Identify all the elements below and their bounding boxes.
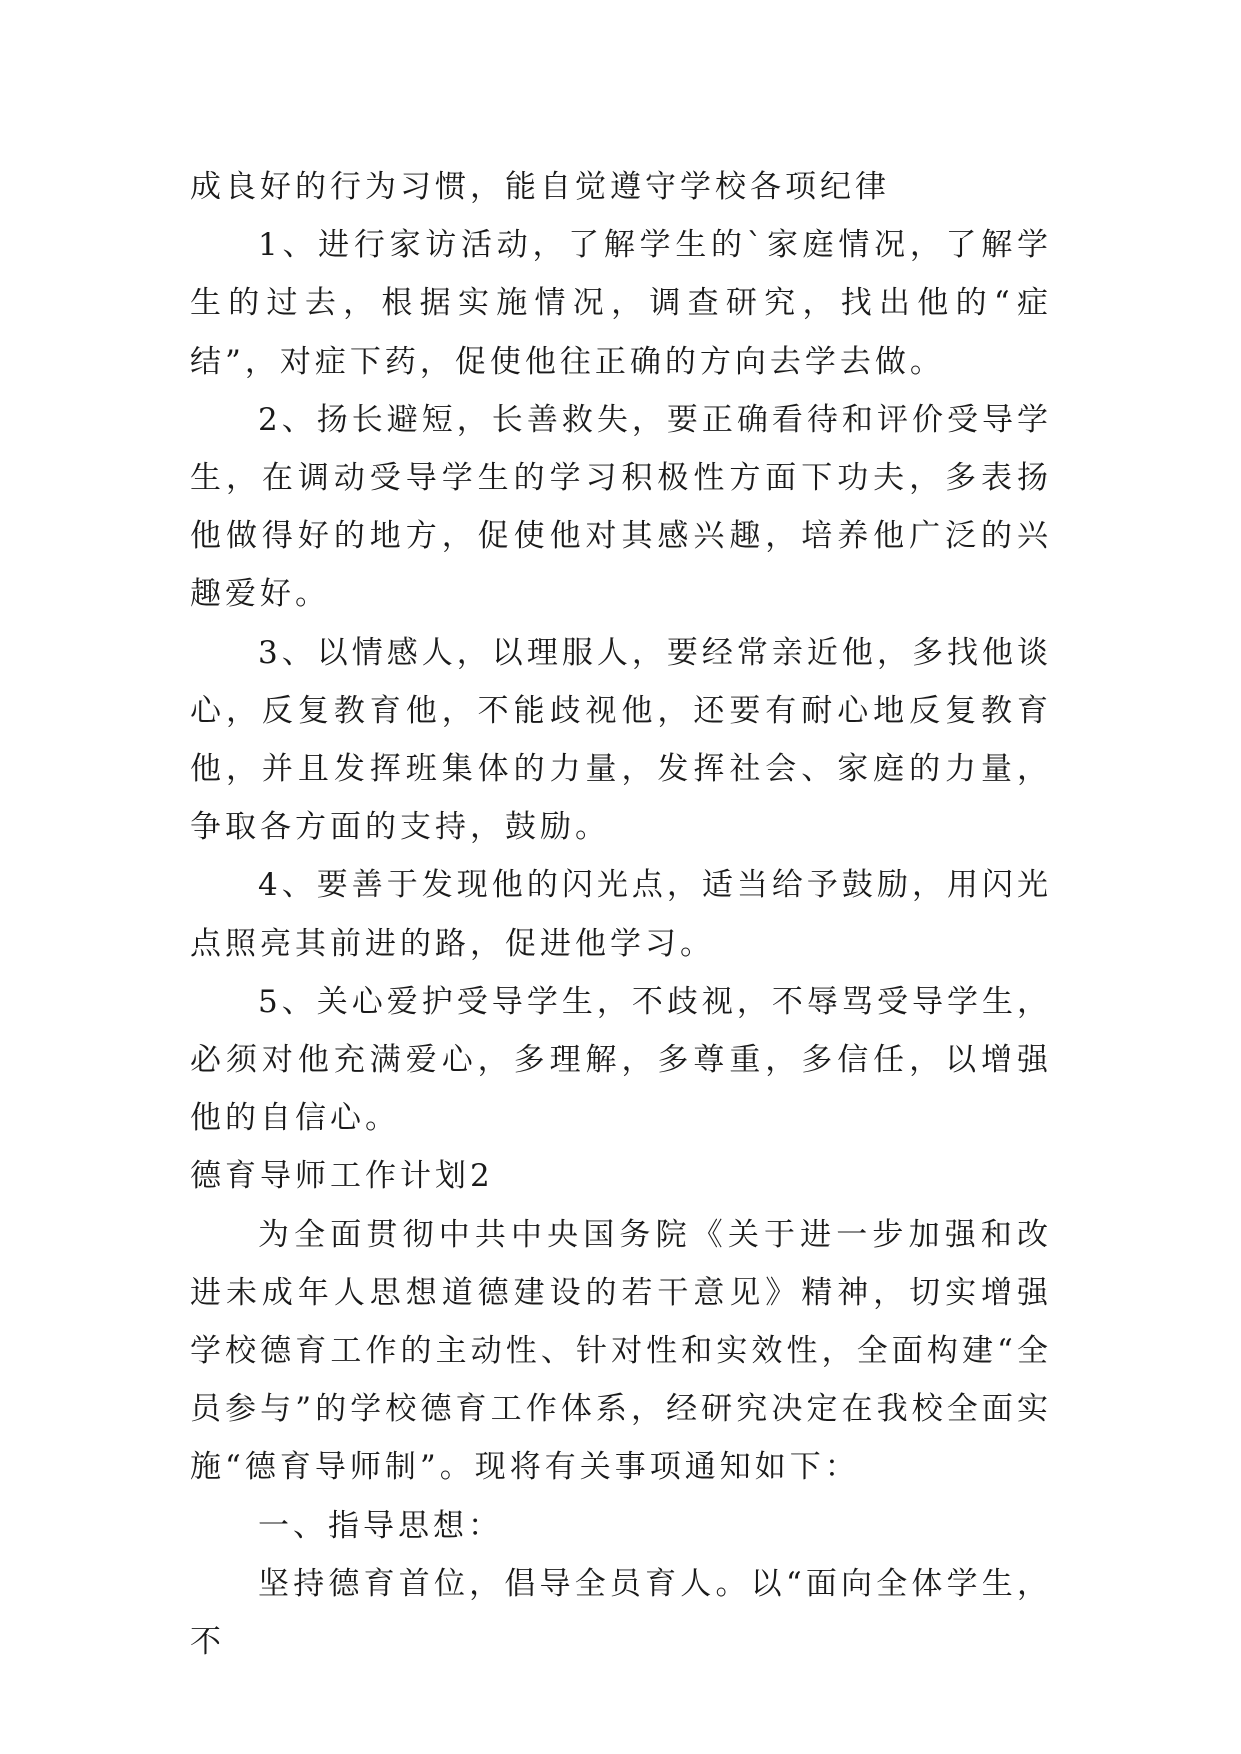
paragraph-item-2: 2、扬长避短，长善救失，要正确看待和评价受导学生，在调动受导学生的学习积极性方面下功夫，多表扬他做得好的地方，促使他对其感兴趣，培养他广泛的兴趣爱好。 [190, 401, 1052, 613]
document-body [190, 158, 1052, 1671]
paragraph-item-3: 3、以情感人，以理服人，要经常亲近他，多找他谈心，反复教育他，不能歧视他，还要有耐心地反复教育他，并且发挥班集体的力量，发挥社会、家庭的力量，争取各方面的支持，鼓励。 [190, 634, 1052, 846]
paragraph-intro: 为全面贯彻中共中央国务院《关于进一步加强和改进未成年人思想道德建设的若干意见》精神，切实增强学校德育工作的主动性、针对性和实效性，全面构建“全员参与”的学校德育工作体系，经研究决定在我校全面实施“德育导师制”。现将有关事项通知如下： [190, 1216, 1052, 1486]
section-heading: 德育导师工作计划2 [190, 1158, 494, 1195]
paragraph-item-4: 4、要善于发现他的闪光点，适当给予鼓励，用闪光点照亮其前进的路，促进他学习。 [190, 867, 1052, 962]
paragraph-guiding-ideology: 坚持德育首位，倡导全员育人。以“面向全体学生，不 [190, 1565, 1052, 1661]
paragraph-item-1: 1、进行家访活动，了解学生的`家庭情况，了解学生的过去，根据实施情况，调查研究，找出他的“症结”，对症下药，促使他往正确的方向去学去做。 [190, 227, 1052, 380]
paragraph-item-5: 5、关心爱护受导学生，不歧视，不辱骂受导学生，必须对他充满爱心，多理解，多尊重，多信任，以增强他的自信心。 [190, 983, 1052, 1137]
subheading-guiding-ideology: 一、指导思想： [258, 1507, 503, 1544]
paragraph-continuation: 成良好的行为习惯，能自觉遵守学校各项纪律 [190, 169, 890, 205]
